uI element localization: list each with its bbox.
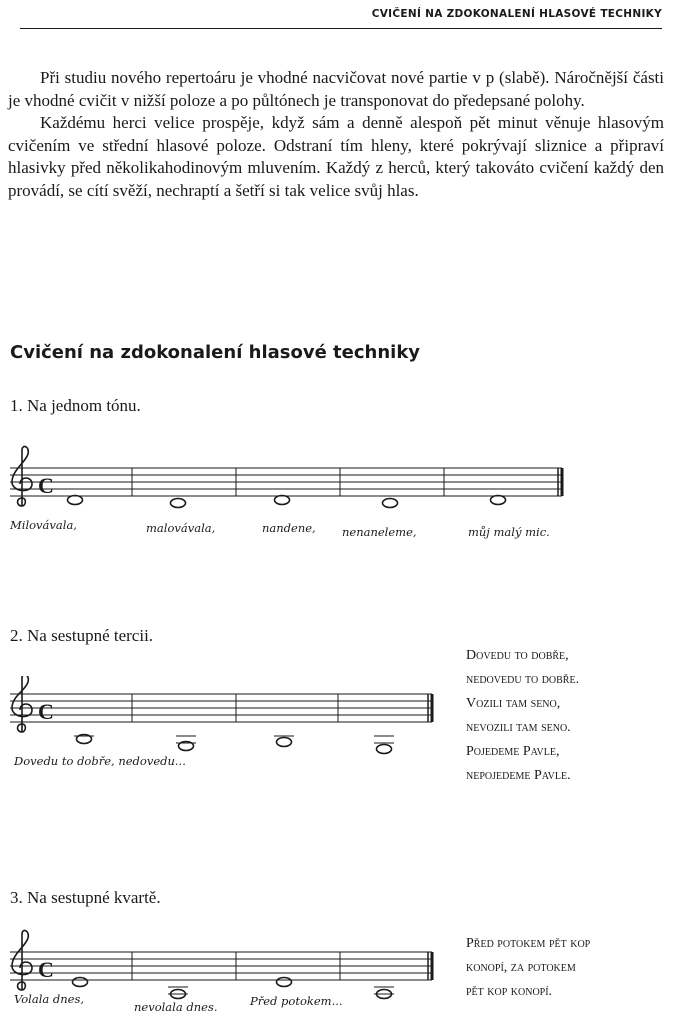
- side-line: Vozili tam seno,: [466, 696, 561, 711]
- paragraph: Při studiu nového repertoáru je vhodné nacvičovat nové partie v p (slabě). Náročnější části je vhodné cvičit v nižší poloze a po půltónech je transponovat do předepsané polohy.: [8, 68, 664, 110]
- whole-note: [171, 499, 186, 508]
- side-line: nepojedeme Pavle.: [466, 768, 571, 783]
- notes: [77, 735, 392, 754]
- whole-note: [275, 496, 290, 505]
- notes: [68, 496, 506, 508]
- notes: [73, 978, 392, 999]
- treble-clef-icon: [12, 676, 32, 732]
- treble-clef-icon: [12, 447, 32, 506]
- exercise-3-side-text: [466, 932, 666, 1004]
- side-line: pět kop konopí.: [466, 984, 553, 999]
- running-head-text: CVIČENÍ NA ZDOKONALENÍ HLASOVÉ TECHNIKY: [371, 8, 662, 20]
- exercise-2-title: 2. Na sestupné tercii.: [10, 626, 154, 645]
- staff-lines: [10, 468, 562, 496]
- lyric: Volala dnes,: [14, 992, 85, 1006]
- whole-note: [491, 496, 506, 505]
- exercise-3-title: 3. Na sestupné kvartě.: [10, 888, 161, 907]
- exercise-1-staff: [0, 440, 676, 520]
- side-line: nedovedu to dobře.: [466, 672, 580, 687]
- section-title: Cvičení na zdokonalení hlasové techniky: [10, 342, 421, 363]
- whole-note: [377, 745, 392, 754]
- running-head: [20, 4, 662, 29]
- exercise-1-title: 1. Na jednom tónu.: [10, 396, 141, 415]
- side-line: Pojedeme Pavle,: [466, 744, 560, 759]
- time-signature: C: [38, 699, 54, 724]
- lyric: Milovávala,: [10, 518, 77, 532]
- body-text: [8, 67, 664, 203]
- whole-note: [383, 499, 398, 508]
- lyric: můj malý mic.: [468, 525, 550, 539]
- exercise-2-side-text: [466, 644, 666, 788]
- side-line: nevozili tam seno.: [466, 720, 571, 735]
- lyric: nandene,: [262, 521, 316, 535]
- side-line: konopí, za potokem: [466, 960, 576, 975]
- side-line: Před potokem pět kop: [466, 936, 591, 951]
- paragraph: Každému herci velice prospěje, když sám a denně alespoň pět minut věnuje hlasovým cvičením ve střední hlasové poloze. Odstraní tím hleny, které pokrývají sliznice a připraví hlasivky před několikahodinovým mluvením. Každý z herců, který takováto cvičení každý den provádí, se cítí svěží, nechraptí a šetří si tak velice svůj hlas.: [8, 113, 664, 200]
- whole-note: [68, 496, 83, 505]
- lyric: malovávala,: [146, 521, 216, 535]
- lyric: nenaneleme,: [342, 525, 417, 539]
- whole-note: [277, 978, 292, 987]
- whole-note: [277, 738, 292, 747]
- time-signature: C: [38, 473, 54, 498]
- staff-lines: [10, 952, 432, 980]
- whole-note: [73, 978, 88, 987]
- lyric: Dovedu to dobře, nedovedu...: [14, 754, 186, 768]
- time-signature: C: [38, 957, 54, 982]
- side-line: Dovedu to dobře,: [466, 648, 569, 663]
- lyric: Před potokem...: [250, 994, 343, 1008]
- staff-lines: [10, 694, 432, 722]
- lyric: nevolala dnes.: [134, 1000, 218, 1014]
- treble-clef-icon: [12, 931, 32, 990]
- exercise-2-staff: [0, 676, 460, 756]
